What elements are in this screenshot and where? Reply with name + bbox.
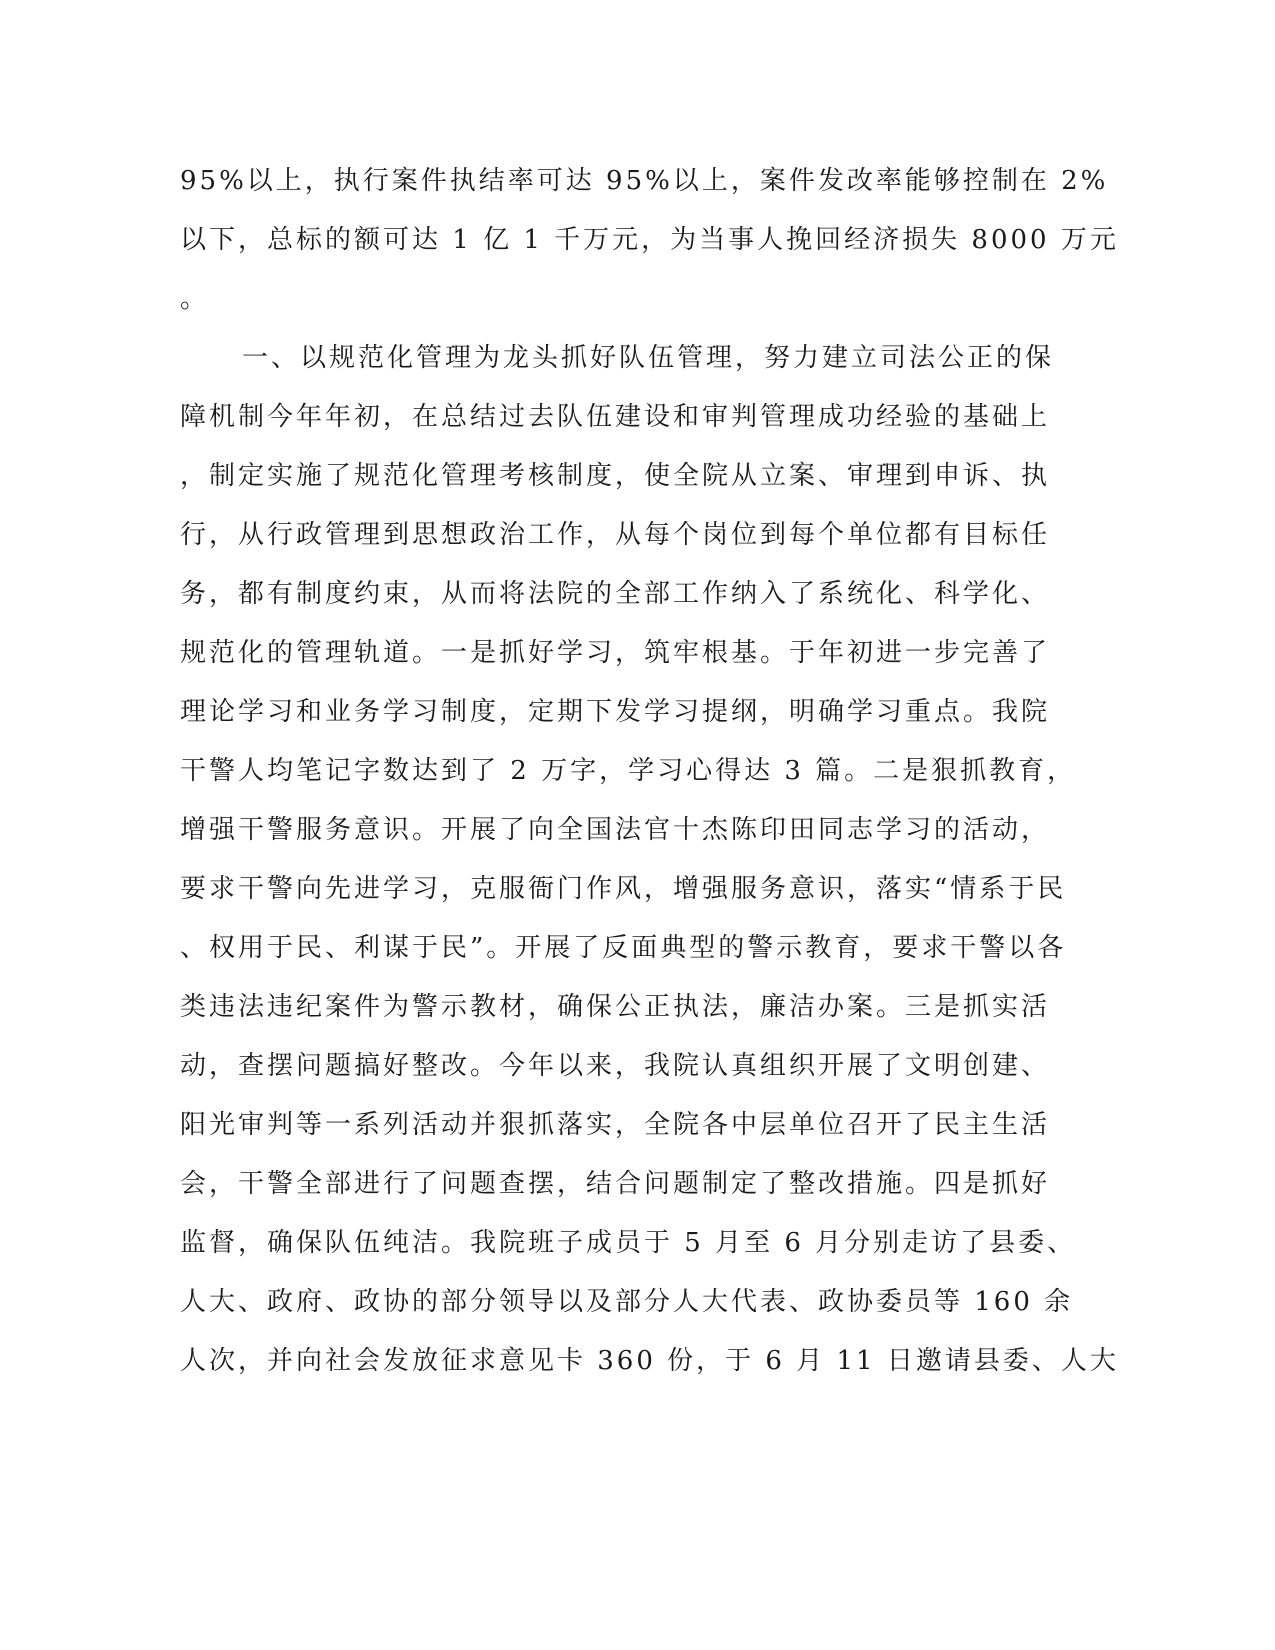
text-line: 干警人均笔记字数达到了 2 万字，学习心得达 3 篇。二是狠抓教育，: [180, 756, 1077, 786]
text-line: 增强干警服务意识。开展了向全国法官十杰陈印田同志学习的活动，: [180, 815, 1051, 845]
text-line: 以下，总标的额可达 1 亿 1 千万元，为当事人挽回经济损失 8000 万元: [180, 225, 1119, 255]
text-line: 人大、政府、政协的部分领导以及部分人大代表、政协委员等 160 余: [180, 1287, 1074, 1317]
section-heading-line: 一、以规范化管理为龙头抓好队伍管理，努力建立司法公正的保: [242, 343, 1055, 373]
text-line: 障机制今年年初，在总结过去队伍建设和审判管理成功经验的基础上: [180, 402, 1051, 432]
text-line: 务，都有制度约束，从而将法院的全部工作纳入了系统化、科学化、: [180, 579, 1051, 609]
text-line: 阳光审判等一系列活动并狠抓落实，全院各中层单位召开了民主生活: [180, 1110, 1051, 1140]
text-line: 、权用于民、利谋于民”。开展了反面典型的警示教育，要求干警以各: [180, 933, 1067, 963]
text-line: 监督，确保队伍纯洁。我院班子成员于 5 月至 6 月分别走访了县委、: [180, 1228, 1077, 1258]
text-line: 要求干警向先进学习，克服衙门作风，增强服务意识，落实“情系于民: [180, 874, 1067, 904]
body-text: [180, 158, 1119, 1397]
text-line: 类违法违纪案件为警示教材，确保公正执法，廉洁办案。三是抓实活: [180, 992, 1051, 1022]
text-line: 。: [180, 284, 210, 314]
text-line: 理论学习和业务学习制度，定期下发学习提纲，明确学习重点。我院: [180, 697, 1051, 727]
text-line: 人次，并向社会发放征求意见卡 360 份，于 6 月 11 日邀请县委、人大: [180, 1346, 1119, 1376]
text-line: 95%以上，执行案件执结率可达 95%以上，案件发改率能够控制在 2%: [180, 166, 1109, 196]
text-line: 行，从行政管理到思想政治工作，从每个岗位到每个单位都有目标任: [180, 520, 1051, 550]
text-line: ，制定实施了规范化管理考核制度，使全院从立案、审理到申诉、执: [180, 461, 1051, 491]
text-line: 规范化的管理轨道。一是抓好学习，筑牢根基。于年初进一步完善了: [180, 638, 1051, 668]
text-line: 会，干警全部进行了问题查摆，结合问题制定了整改措施。四是抓好: [180, 1169, 1051, 1199]
text-line: 动，查摆问题搞好整改。今年以来，我院认真组织开展了文明创建、: [180, 1051, 1051, 1081]
